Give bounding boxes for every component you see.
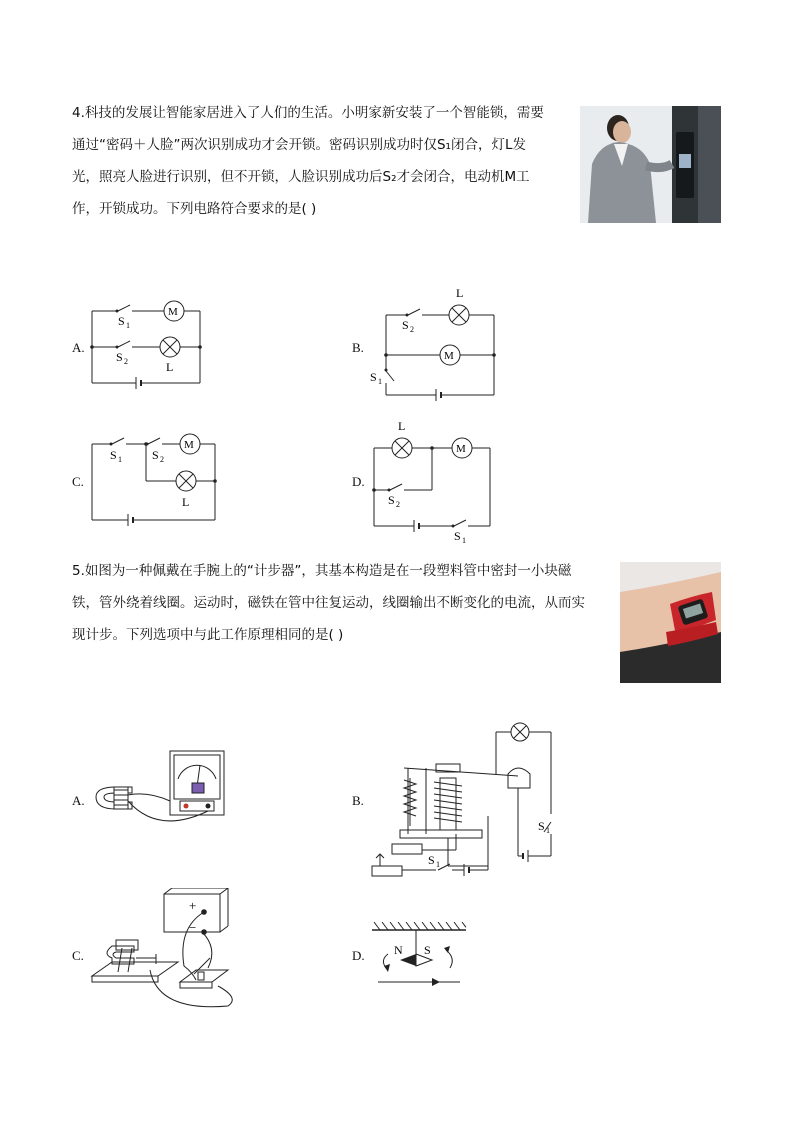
question-4-text xyxy=(72,97,572,225)
s1-sub: 1 xyxy=(126,321,130,330)
q4-circuit-b xyxy=(366,283,506,405)
s1-label: S xyxy=(118,314,125,328)
lamp-label: L xyxy=(398,419,406,433)
q4-line-3: 光，照亮人脸进行识别，但不开锁，人脸识别成功后S₂才会闭合，电动机M工 xyxy=(72,169,530,185)
minus-terminal-label: − xyxy=(189,920,197,935)
smart-lock-photo xyxy=(580,106,721,223)
s2-sub: 2 xyxy=(124,357,128,366)
motor-label: M xyxy=(168,306,178,318)
s1-label: S xyxy=(110,448,117,462)
q4-line-1: 4.科技的发展让智能家居进入了人们的生活。小明家新安装了一个智能锁，需要 xyxy=(72,105,544,121)
s2-label: S xyxy=(402,318,409,332)
s2-sub: 2 xyxy=(160,455,164,464)
s1-label-relay-switch: S xyxy=(538,819,545,833)
q4-option-c-label[interactable]: C. xyxy=(72,474,84,489)
lamp-label: L xyxy=(166,360,174,374)
s2-label: S xyxy=(388,493,395,507)
q4-circuit-c xyxy=(88,430,223,526)
q5-figure-d-oersted xyxy=(370,920,470,992)
q5-line-2: 铁，管外绕着线圈。运动时，磁铁在管中往复运动，线圈输出不断变化的电流，从而实 xyxy=(72,595,585,611)
q4-option-a-label[interactable]: A. xyxy=(72,340,85,355)
s1-sub: 1 xyxy=(378,377,382,386)
s2-label: S xyxy=(116,350,123,364)
motor-label: M xyxy=(444,350,454,362)
plus-terminal-label: + xyxy=(189,898,197,913)
q4-option-b-label[interactable]: B. xyxy=(352,340,364,355)
q4-circuit-d xyxy=(366,416,501,544)
south-pole-label: S xyxy=(424,943,431,957)
s1-sub: 1 xyxy=(118,455,122,464)
s1-label-control: S xyxy=(428,853,435,867)
q4-circuit-a xyxy=(88,295,208,395)
s2-sub: 2 xyxy=(410,325,414,334)
q4-option-d-label[interactable]: D. xyxy=(352,474,365,489)
motor-label: M xyxy=(456,443,466,455)
question-5-text xyxy=(72,555,612,651)
q5-option-b-label[interactable]: B. xyxy=(352,793,364,808)
s1-label: S xyxy=(454,529,461,543)
q5-option-c-label[interactable]: C. xyxy=(72,948,84,963)
s1-sub-control: 1 xyxy=(436,860,440,869)
pedometer-photo xyxy=(620,562,721,683)
s1-sub: 1 xyxy=(462,536,466,544)
q4-line-4: 作，开锁成功。下列电路符合要求的是( ) xyxy=(72,201,317,217)
lamp-label: L xyxy=(456,286,464,300)
motor-label: M xyxy=(184,439,194,451)
s2-sub: 2 xyxy=(396,500,400,509)
q5-line-3: 现计步。下列选项中与此工作原理相同的是( ) xyxy=(72,627,344,643)
s1-label: S xyxy=(370,370,377,384)
s1-sub-relay-switch: 1 xyxy=(546,826,550,835)
q5-line-1: 5.如图为一种佩戴在手腕上的“计步器”，其基本构造是在一段塑料管中密封一小块磁 xyxy=(72,563,572,579)
q4-line-2: 通过“密码＋人脸”两次识别成功才会开锁。密码识别成功时仅S₁闭合，灯L发 xyxy=(72,137,526,153)
s2-label: S xyxy=(152,448,159,462)
q5-option-a-label[interactable]: A. xyxy=(72,793,85,808)
q5-figure-c-motor xyxy=(88,888,248,1013)
lamp-label: L xyxy=(182,495,190,509)
north-pole-label: N xyxy=(394,943,403,957)
q5-option-d-label[interactable]: D. xyxy=(352,948,365,963)
q5-figure-a-galvanometer xyxy=(88,745,238,830)
q5-figure-b-relay xyxy=(368,718,558,878)
